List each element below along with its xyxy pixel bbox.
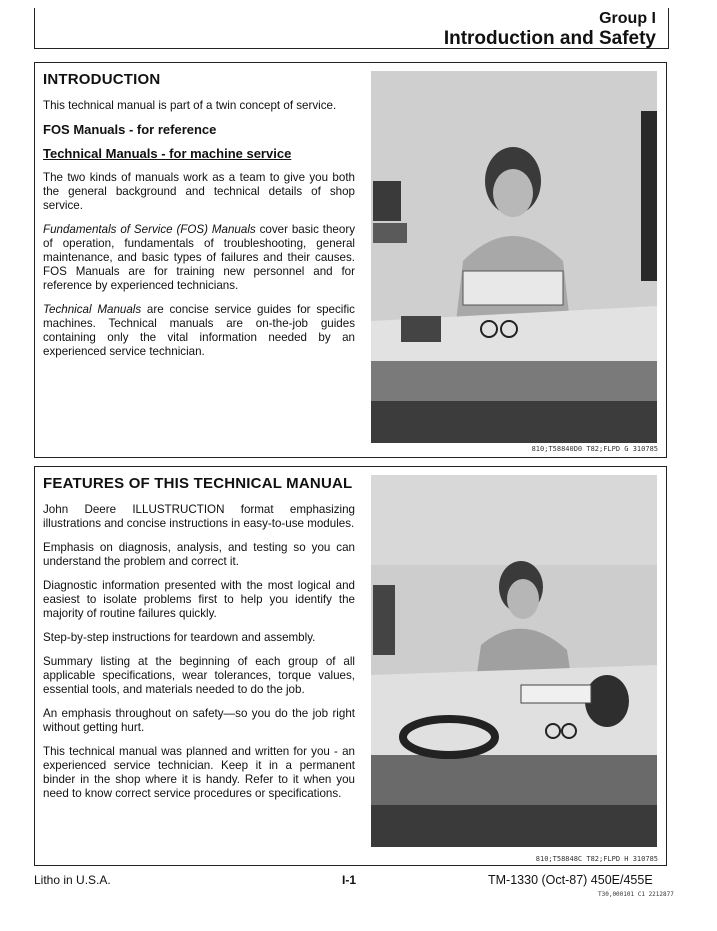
feature-item: Diagnostic information presented with the most logical and easiest to isolate problems first to help you identify the majority of routine failures quickly. [43, 579, 355, 620]
page-header [34, 8, 669, 49]
feature-item: An emphasis throughout on safety—so you do the job right without getting hurt. [43, 707, 355, 734]
introduction-panel [34, 62, 667, 458]
fos-manuals-emphasis: Fundamentals of Service (FOS) Manuals [43, 223, 256, 236]
intro-paragraph-3 [43, 223, 355, 293]
document-code: T30,000101 C1 2212877 [598, 891, 674, 898]
introduction-heading: INTRODUCTION [43, 71, 161, 88]
intro-paragraph-4-rest: are concise service guides for specific machines. Technical manuals are on-the-job guides containing only the vital information needed by an experienced service technician. [43, 303, 355, 358]
features-text [43, 475, 355, 811]
intro-paragraph-1: This technical manual is part of a twin concept of service. [43, 99, 337, 112]
features-panel [34, 466, 667, 866]
feature-item: This technical manual was planned and written for you - an experienced service technician. Keep it in a permanent binder in the shop where it is handy. Refer to it when you need to know correct service procedures or specifications. [43, 745, 355, 800]
features-heading: FEATURES OF THIS TECHNICAL MANUAL [43, 475, 353, 492]
photo-technician-at-workbench [371, 475, 657, 847]
fos-subheading: FOS Manuals - for reference [43, 122, 217, 137]
intro-paragraph-2: The two kinds of manuals work as a team to give you both the general background and technical details of shop service. [43, 171, 355, 212]
feature-item: Summary listing at the beginning of each group of all applicable specifications, wear tolerances, torque values, essential tools, and materials needed to do the job. [43, 655, 355, 696]
feature-item: John Deere ILLUSTRUCTION format emphasizing illustrations and concise instructions in easy-to-use modules. [43, 503, 355, 530]
feature-item: Step-by-step instructions for teardown and assembly. [43, 631, 316, 644]
section-title: Introduction and Safety [443, 28, 656, 49]
intro-paragraph-4 [43, 303, 355, 359]
intro-paragraph-3-rest: cover basic theory of operation, fundamentals of troubleshooting, general maintenance, and basic types of failures and their causes. FOS Manuals are for training new personnel and for reference by experienced technicians. [43, 223, 355, 292]
manual-identifier: TM-1330 (Oct-87) 450E/455E [488, 873, 653, 887]
technical-manuals-emphasis: Technical Manuals [43, 303, 142, 316]
photo-reference-code: 810;T58848C T82;FLPD H 310785 [535, 855, 658, 863]
photo-technician-reading-manual [371, 71, 657, 443]
photo-illustration-1 [371, 71, 657, 443]
page-number: I-1 [342, 873, 357, 887]
photo-illustration-2 [371, 475, 657, 847]
introduction-text [43, 71, 355, 369]
feature-item: Emphasis on diagnosis, analysis, and testing so you can understand the problem and correct it. [43, 541, 355, 568]
technical-manuals-subheading: Technical Manuals - for machine service [43, 146, 292, 161]
photo-reference-code: 810;T58840D0 T82;FLPD G 310785 [531, 445, 658, 453]
footer-printed-note: Litho in U.S.A. [34, 873, 111, 887]
group-label: Group I [599, 10, 656, 27]
